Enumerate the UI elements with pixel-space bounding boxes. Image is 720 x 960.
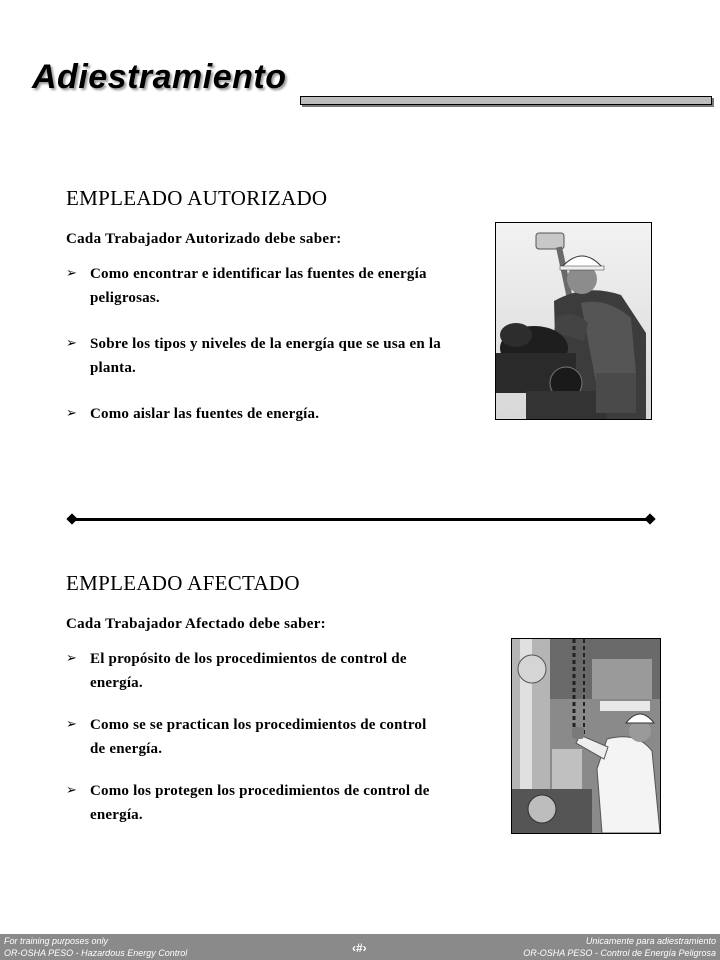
list-item-text: Como se se practican los procedimientos de control de energía. [90,717,427,757]
arrow-bullet-icon: ➢ [66,266,78,281]
footer-left-line1: For training purposes only [4,936,109,946]
list-item-text: El propósito de los procedimientos de control de energía. [90,651,407,691]
footer-left [4,935,187,959]
title-rule [300,96,712,105]
arrow-bullet-icon: ➢ [66,717,78,732]
bullet-list [66,262,445,426]
list-item-text: Como encontrar e identificar las fuentes de energía peligrosas. [90,266,427,306]
section-lead: Cada Trabajador Afectado debe saber: [66,616,326,632]
list-item-text: Sobre los tipos y niveles de la energía que se usa en la planta. [90,336,441,376]
list-item [66,332,445,380]
list-item [66,402,445,426]
footer-right [523,935,716,959]
footer-left-line2: OR-OSHA PESO - Hazardous Energy Control [4,948,188,958]
footer-right-line1: Unicamente para adiestramiento [585,936,716,946]
section-divider [72,518,650,521]
footer-right-line2: OR-OSHA PESO - Control de Energía Peligrosa [523,948,716,958]
section-affected-employee [66,571,445,827]
page-title: Adiestramiento [32,58,287,96]
list-item [66,262,445,310]
section-lead: Cada Trabajador Autorizado debe saber: [66,231,342,247]
arrow-bullet-icon: ➢ [66,783,78,798]
divider-diamond-right [644,513,655,524]
worker-photo-affected [511,638,661,834]
arrow-bullet-icon: ➢ [66,336,78,351]
worker-photo-authorized [495,222,652,420]
section-heading: EMPLEADO AFECTADO [66,571,300,595]
list-item-text: Como los protegen los procedimientos de control de energía. [90,783,430,823]
section-authorized-employee [66,186,445,426]
arrow-bullet-icon: ➢ [66,406,78,421]
arrow-bullet-icon: ➢ [66,651,78,666]
list-item [66,779,445,827]
footer-bar [0,934,720,960]
bullet-list [66,647,445,827]
page-number: ‹#› [352,941,367,955]
list-item [66,713,445,761]
section-heading: EMPLEADO AUTORIZADO [66,186,328,210]
list-item-text: Como aislar las fuentes de energía. [90,406,320,422]
list-item [66,647,445,695]
